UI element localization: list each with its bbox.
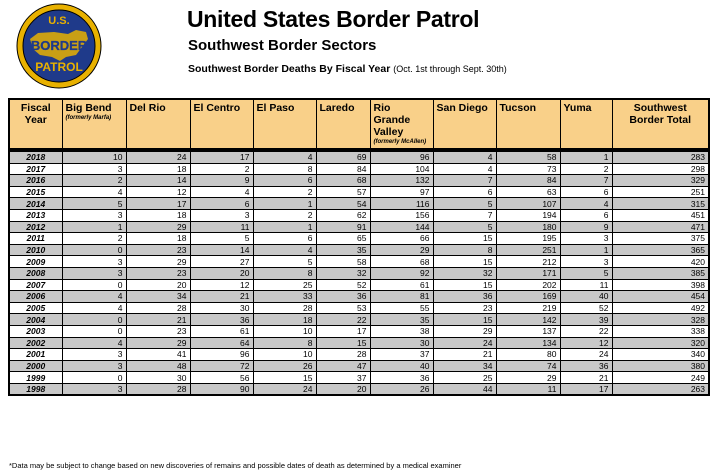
- deaths-cell: 4: [433, 150, 496, 163]
- deaths-cell: 36: [370, 372, 433, 384]
- deaths-cell: 34: [126, 291, 190, 303]
- deaths-cell: 1: [253, 221, 316, 233]
- deaths-cell: 35: [370, 314, 433, 326]
- column-header-sublabel: (formerly Marfa): [65, 115, 112, 121]
- fiscal-year-cell: 2001: [9, 349, 62, 361]
- deaths-cell: 22: [316, 314, 370, 326]
- deaths-cell: 25: [433, 372, 496, 384]
- column-header-label: Tucson: [499, 102, 537, 114]
- deaths-cell: 9: [560, 221, 612, 233]
- deaths-cell: 40: [370, 360, 433, 372]
- deaths-cell: 5: [62, 198, 126, 210]
- fiscal-year-cell: 1998: [9, 383, 62, 395]
- deaths-cell: 3: [62, 360, 126, 372]
- deaths-cell: 4: [190, 186, 253, 198]
- deaths-cell: 2: [560, 163, 612, 175]
- deaths-cell: 97: [370, 186, 433, 198]
- deaths-cell: 21: [126, 314, 190, 326]
- deaths-cell: 63: [496, 186, 560, 198]
- deaths-cell: 12: [190, 279, 253, 291]
- total-cell: 365: [612, 244, 709, 256]
- deaths-cell: 15: [316, 337, 370, 349]
- deaths-cell: 10: [253, 325, 316, 337]
- fiscal-year-cell: 2016: [9, 175, 62, 187]
- deaths-cell: 4: [62, 302, 126, 314]
- deaths-cell: 22: [560, 325, 612, 337]
- deaths-cell: 52: [316, 279, 370, 291]
- fiscal-year-cell: 2012: [9, 221, 62, 233]
- deaths-cell: 15: [253, 372, 316, 384]
- fiscal-year-cell: 2010: [9, 244, 62, 256]
- deaths-cell: 21: [433, 349, 496, 361]
- deaths-cell: 81: [370, 291, 433, 303]
- column-header: [496, 99, 560, 150]
- deaths-cell: 26: [370, 383, 433, 395]
- deaths-cell: 23: [126, 244, 190, 256]
- deaths-cell: 66: [370, 233, 433, 245]
- deaths-cell: 65: [316, 233, 370, 245]
- deaths-cell: 35: [316, 244, 370, 256]
- total-cell: 320: [612, 337, 709, 349]
- deaths-cell: 96: [190, 349, 253, 361]
- deaths-cell: 68: [316, 175, 370, 187]
- column-header: [9, 99, 62, 150]
- deaths-cell: 142: [496, 314, 560, 326]
- table-row: [9, 150, 709, 163]
- total-cell: 263: [612, 383, 709, 395]
- column-header: [62, 99, 126, 150]
- deaths-cell: 48: [126, 360, 190, 372]
- deaths-cell: 8: [253, 337, 316, 349]
- deaths-cell: 7: [433, 175, 496, 187]
- deaths-cell: 5: [560, 267, 612, 279]
- deaths-cell: 2: [190, 163, 253, 175]
- table-row: [9, 233, 709, 245]
- deaths-cell: 28: [126, 302, 190, 314]
- total-cell: 398: [612, 279, 709, 291]
- deaths-cell: 20: [126, 279, 190, 291]
- deaths-cell: 251: [496, 244, 560, 256]
- deaths-cell: 11: [560, 279, 612, 291]
- table-row: [9, 198, 709, 210]
- deaths-cell: 29: [126, 337, 190, 349]
- deaths-cell: 3: [560, 256, 612, 268]
- deaths-cell: 15: [433, 256, 496, 268]
- deaths-cell: 5: [253, 256, 316, 268]
- table-row: [9, 279, 709, 291]
- deaths-cell: 202: [496, 279, 560, 291]
- deaths-cell: 15: [433, 279, 496, 291]
- deaths-cell: 30: [190, 302, 253, 314]
- deaths-cell: 0: [62, 279, 126, 291]
- deaths-cell: 62: [316, 209, 370, 221]
- total-cell: 451: [612, 209, 709, 221]
- table-row: [9, 256, 709, 268]
- deaths-cell: 18: [126, 209, 190, 221]
- table-row: [9, 221, 709, 233]
- deaths-cell: 74: [496, 360, 560, 372]
- deaths-cell: 84: [316, 163, 370, 175]
- total-cell: 328: [612, 314, 709, 326]
- deaths-cell: 37: [370, 349, 433, 361]
- deaths-cell: 195: [496, 233, 560, 245]
- deaths-cell: 20: [190, 267, 253, 279]
- fiscal-year-cell: 2018: [9, 150, 62, 163]
- total-cell: 492: [612, 302, 709, 314]
- deaths-cell: 57: [316, 186, 370, 198]
- deaths-cell: 12: [126, 186, 190, 198]
- fiscal-year-cell: 2000: [9, 360, 62, 372]
- table-header-row: [9, 99, 709, 150]
- deaths-cell: 4: [433, 163, 496, 175]
- deaths-cell: 36: [560, 360, 612, 372]
- table-row: [9, 186, 709, 198]
- deaths-cell: 14: [190, 244, 253, 256]
- deaths-cell: 23: [126, 325, 190, 337]
- deaths-cell: 30: [370, 337, 433, 349]
- footnote: *Data may be subject to change based on new discoveries of remains and possible dates of death as determined by a medical examiner: [9, 461, 462, 470]
- column-header-label: Southwest Border Total: [629, 102, 692, 126]
- column-header: [253, 99, 316, 150]
- deaths-cell: 64: [190, 337, 253, 349]
- deaths-cell: 55: [370, 302, 433, 314]
- total-cell: 340: [612, 349, 709, 361]
- total-cell: 249: [612, 372, 709, 384]
- deaths-cell: 24: [560, 349, 612, 361]
- deaths-cell: 32: [433, 267, 496, 279]
- deaths-cell: 36: [316, 291, 370, 303]
- deaths-cell: 7: [433, 209, 496, 221]
- total-cell: 329: [612, 175, 709, 187]
- deaths-cell: 8: [253, 163, 316, 175]
- deaths-cell: 29: [496, 372, 560, 384]
- deaths-cell: 3: [62, 209, 126, 221]
- deaths-cell: 7: [560, 175, 612, 187]
- deaths-cell: 3: [190, 209, 253, 221]
- deaths-cell: 134: [496, 337, 560, 349]
- deaths-cell: 6: [190, 198, 253, 210]
- deaths-cell: 3: [62, 349, 126, 361]
- table-row: [9, 267, 709, 279]
- deaths-cell: 1: [253, 198, 316, 210]
- deaths-cell: 6: [433, 186, 496, 198]
- deaths-cell: 4: [253, 244, 316, 256]
- total-cell: 315: [612, 198, 709, 210]
- deaths-cell: 27: [190, 256, 253, 268]
- deaths-cell: 10: [62, 150, 126, 163]
- deaths-cell: 68: [370, 256, 433, 268]
- deaths-cell: 12: [560, 337, 612, 349]
- deaths-cell: 25: [253, 279, 316, 291]
- deaths-cell: 54: [316, 198, 370, 210]
- deaths-cell: 26: [253, 360, 316, 372]
- deaths-cell: 23: [433, 302, 496, 314]
- deaths-cell: 44: [433, 383, 496, 395]
- total-cell: 338: [612, 325, 709, 337]
- total-cell: 283: [612, 150, 709, 163]
- deaths-cell: 92: [370, 267, 433, 279]
- deaths-cell: 0: [62, 325, 126, 337]
- deaths-cell: 52: [560, 302, 612, 314]
- fiscal-year-cell: 2015: [9, 186, 62, 198]
- deaths-cell: 29: [126, 256, 190, 268]
- table-row: [9, 349, 709, 361]
- deaths-cell: 17: [126, 198, 190, 210]
- deaths-cell: 34: [433, 360, 496, 372]
- deaths-cell: 90: [190, 383, 253, 395]
- deaths-cell: 1: [560, 244, 612, 256]
- deaths-cell: 24: [253, 383, 316, 395]
- deaths-cell: 6: [253, 233, 316, 245]
- deaths-cell: 17: [190, 150, 253, 163]
- deaths-cell: 3: [62, 163, 126, 175]
- deaths-cell: 144: [370, 221, 433, 233]
- deaths-cell: 107: [496, 198, 560, 210]
- fiscal-year-cell: 1999: [9, 372, 62, 384]
- total-cell: 375: [612, 233, 709, 245]
- deaths-cell: 219: [496, 302, 560, 314]
- deaths-cell: 11: [190, 221, 253, 233]
- column-header-label: Del Rio: [129, 102, 166, 114]
- deaths-cell: 156: [370, 209, 433, 221]
- deaths-cell: 18: [253, 314, 316, 326]
- deaths-cell: 96: [370, 150, 433, 163]
- deaths-cell: 6: [560, 209, 612, 221]
- column-header: [612, 99, 709, 150]
- deaths-cell: 2: [62, 233, 126, 245]
- fiscal-year-cell: 2005: [9, 302, 62, 314]
- total-cell: 385: [612, 267, 709, 279]
- deaths-cell: 3: [62, 267, 126, 279]
- deaths-cell: 4: [62, 186, 126, 198]
- deaths-cell: 0: [62, 244, 126, 256]
- deaths-cell: 47: [316, 360, 370, 372]
- deaths-cell: 132: [370, 175, 433, 187]
- deaths-cell: 21: [560, 372, 612, 384]
- deaths-cell: 39: [560, 314, 612, 326]
- deaths-cell: 11: [496, 383, 560, 395]
- fiscal-year-cell: 2008: [9, 267, 62, 279]
- total-cell: 251: [612, 186, 709, 198]
- deaths-cell: 18: [126, 233, 190, 245]
- column-header-label: Fiscal Year: [20, 102, 51, 126]
- column-header: [316, 99, 370, 150]
- deaths-cell: 6: [253, 175, 316, 187]
- column-header: [190, 99, 253, 150]
- border-deaths-table: [8, 98, 710, 396]
- table-row: [9, 175, 709, 187]
- column-header-label: San Diego: [436, 102, 488, 114]
- deaths-cell: 36: [190, 314, 253, 326]
- deaths-cell: 23: [126, 267, 190, 279]
- deaths-cell: 2: [62, 175, 126, 187]
- deaths-cell: 17: [316, 325, 370, 337]
- deaths-cell: 5: [433, 198, 496, 210]
- deaths-cell: 171: [496, 267, 560, 279]
- deaths-cell: 2: [253, 186, 316, 198]
- column-header: [370, 99, 433, 150]
- deaths-cell: 15: [433, 314, 496, 326]
- deaths-cell: 3: [62, 256, 126, 268]
- deaths-cell: 84: [496, 175, 560, 187]
- column-header-label: El Centro: [193, 102, 241, 114]
- deaths-cell: 6: [560, 186, 612, 198]
- column-header-label: Big Bend: [65, 102, 112, 114]
- total-cell: 420: [612, 256, 709, 268]
- deaths-cell: 91: [316, 221, 370, 233]
- column-header-label: Rio Grande Valley: [373, 102, 411, 138]
- deaths-cell: 61: [370, 279, 433, 291]
- deaths-cell: 29: [370, 244, 433, 256]
- fiscal-year-cell: 2003: [9, 325, 62, 337]
- deaths-cell: 116: [370, 198, 433, 210]
- deaths-cell: 21: [190, 291, 253, 303]
- total-cell: 380: [612, 360, 709, 372]
- deaths-cell: 4: [62, 337, 126, 349]
- table-row: [9, 314, 709, 326]
- deaths-cell: 58: [496, 150, 560, 163]
- deaths-cell: 0: [62, 314, 126, 326]
- deaths-cell: 28: [253, 302, 316, 314]
- deaths-cell: 3: [560, 233, 612, 245]
- fiscal-year-cell: 2017: [9, 163, 62, 175]
- deaths-cell: 5: [433, 221, 496, 233]
- deaths-cell: 29: [126, 221, 190, 233]
- deaths-cell: 80: [496, 349, 560, 361]
- border-patrol-seal-logo: [16, 3, 102, 89]
- deaths-cell: 5: [190, 233, 253, 245]
- fiscal-year-cell: 2009: [9, 256, 62, 268]
- table-heading: [188, 63, 507, 75]
- deaths-cell: 24: [126, 150, 190, 163]
- total-cell: 471: [612, 221, 709, 233]
- fiscal-year-cell: 2014: [9, 198, 62, 210]
- deaths-cell: 4: [560, 198, 612, 210]
- table-row: [9, 302, 709, 314]
- deaths-cell: 8: [253, 267, 316, 279]
- table-row: [9, 163, 709, 175]
- deaths-cell: 14: [126, 175, 190, 187]
- deaths-cell: 30: [126, 372, 190, 384]
- deaths-cell: 8: [433, 244, 496, 256]
- table-row: [9, 360, 709, 372]
- deaths-cell: 104: [370, 163, 433, 175]
- table-row: [9, 209, 709, 221]
- deaths-cell: 33: [253, 291, 316, 303]
- deaths-cell: 1: [62, 221, 126, 233]
- table-row: [9, 372, 709, 384]
- table-row: [9, 244, 709, 256]
- deaths-cell: 17: [560, 383, 612, 395]
- fiscal-year-cell: 2013: [9, 209, 62, 221]
- deaths-cell: 180: [496, 221, 560, 233]
- total-cell: 454: [612, 291, 709, 303]
- table-row: [9, 291, 709, 303]
- deaths-cell: 20: [316, 383, 370, 395]
- deaths-cell: 40: [560, 291, 612, 303]
- deaths-cell: 61: [190, 325, 253, 337]
- column-header-label: Laredo: [319, 102, 355, 114]
- deaths-cell: 4: [62, 291, 126, 303]
- table-heading-text: Southwest Border Deaths By Fiscal Year: [188, 63, 391, 75]
- seal-text-patrol: PATROL: [35, 60, 83, 74]
- column-header: [126, 99, 190, 150]
- column-header-label: El Paso: [256, 102, 295, 114]
- deaths-cell: 2: [253, 209, 316, 221]
- fiscal-year-cell: 2011: [9, 233, 62, 245]
- table-row: [9, 337, 709, 349]
- column-header: [433, 99, 496, 150]
- deaths-cell: 69: [316, 150, 370, 163]
- deaths-cell: 28: [126, 383, 190, 395]
- seal-text-border: BORDER: [30, 38, 88, 53]
- deaths-cell: 0: [62, 372, 126, 384]
- deaths-cell: 4: [253, 150, 316, 163]
- deaths-cell: 56: [190, 372, 253, 384]
- page-title: United States Border Patrol: [187, 6, 480, 32]
- deaths-cell: 72: [190, 360, 253, 372]
- column-header-label: Yuma: [563, 102, 592, 114]
- deaths-cell: 28: [316, 349, 370, 361]
- deaths-cell: 3: [62, 383, 126, 395]
- deaths-cell: 38: [370, 325, 433, 337]
- table-body: [9, 150, 709, 395]
- deaths-cell: 58: [316, 256, 370, 268]
- fiscal-year-cell: 2002: [9, 337, 62, 349]
- table-row: [9, 383, 709, 395]
- deaths-cell: 15: [433, 233, 496, 245]
- deaths-cell: 73: [496, 163, 560, 175]
- deaths-cell: 10: [253, 349, 316, 361]
- deaths-cell: 37: [316, 372, 370, 384]
- deaths-cell: 29: [433, 325, 496, 337]
- table-row: [9, 325, 709, 337]
- deaths-cell: 9: [190, 175, 253, 187]
- deaths-cell: 194: [496, 209, 560, 221]
- deaths-cell: 32: [316, 267, 370, 279]
- deaths-cell: 169: [496, 291, 560, 303]
- fiscal-year-cell: 2007: [9, 279, 62, 291]
- deaths-cell: 24: [433, 337, 496, 349]
- fiscal-year-cell: 2004: [9, 314, 62, 326]
- column-header-sublabel: (formerly McAllen): [373, 139, 427, 145]
- deaths-cell: 53: [316, 302, 370, 314]
- deaths-cell: 18: [126, 163, 190, 175]
- page-subtitle: Southwest Border Sectors: [188, 37, 377, 54]
- deaths-cell: 137: [496, 325, 560, 337]
- total-cell: 298: [612, 163, 709, 175]
- deaths-cell: 41: [126, 349, 190, 361]
- deaths-cell: 212: [496, 256, 560, 268]
- column-header: [560, 99, 612, 150]
- fiscal-year-cell: 2006: [9, 291, 62, 303]
- table-heading-note: (Oct. 1st through Sept. 30th): [393, 64, 507, 74]
- deaths-cell: 36: [433, 291, 496, 303]
- deaths-cell: 1: [560, 150, 612, 163]
- seal-text-us: U.S.: [48, 15, 70, 27]
